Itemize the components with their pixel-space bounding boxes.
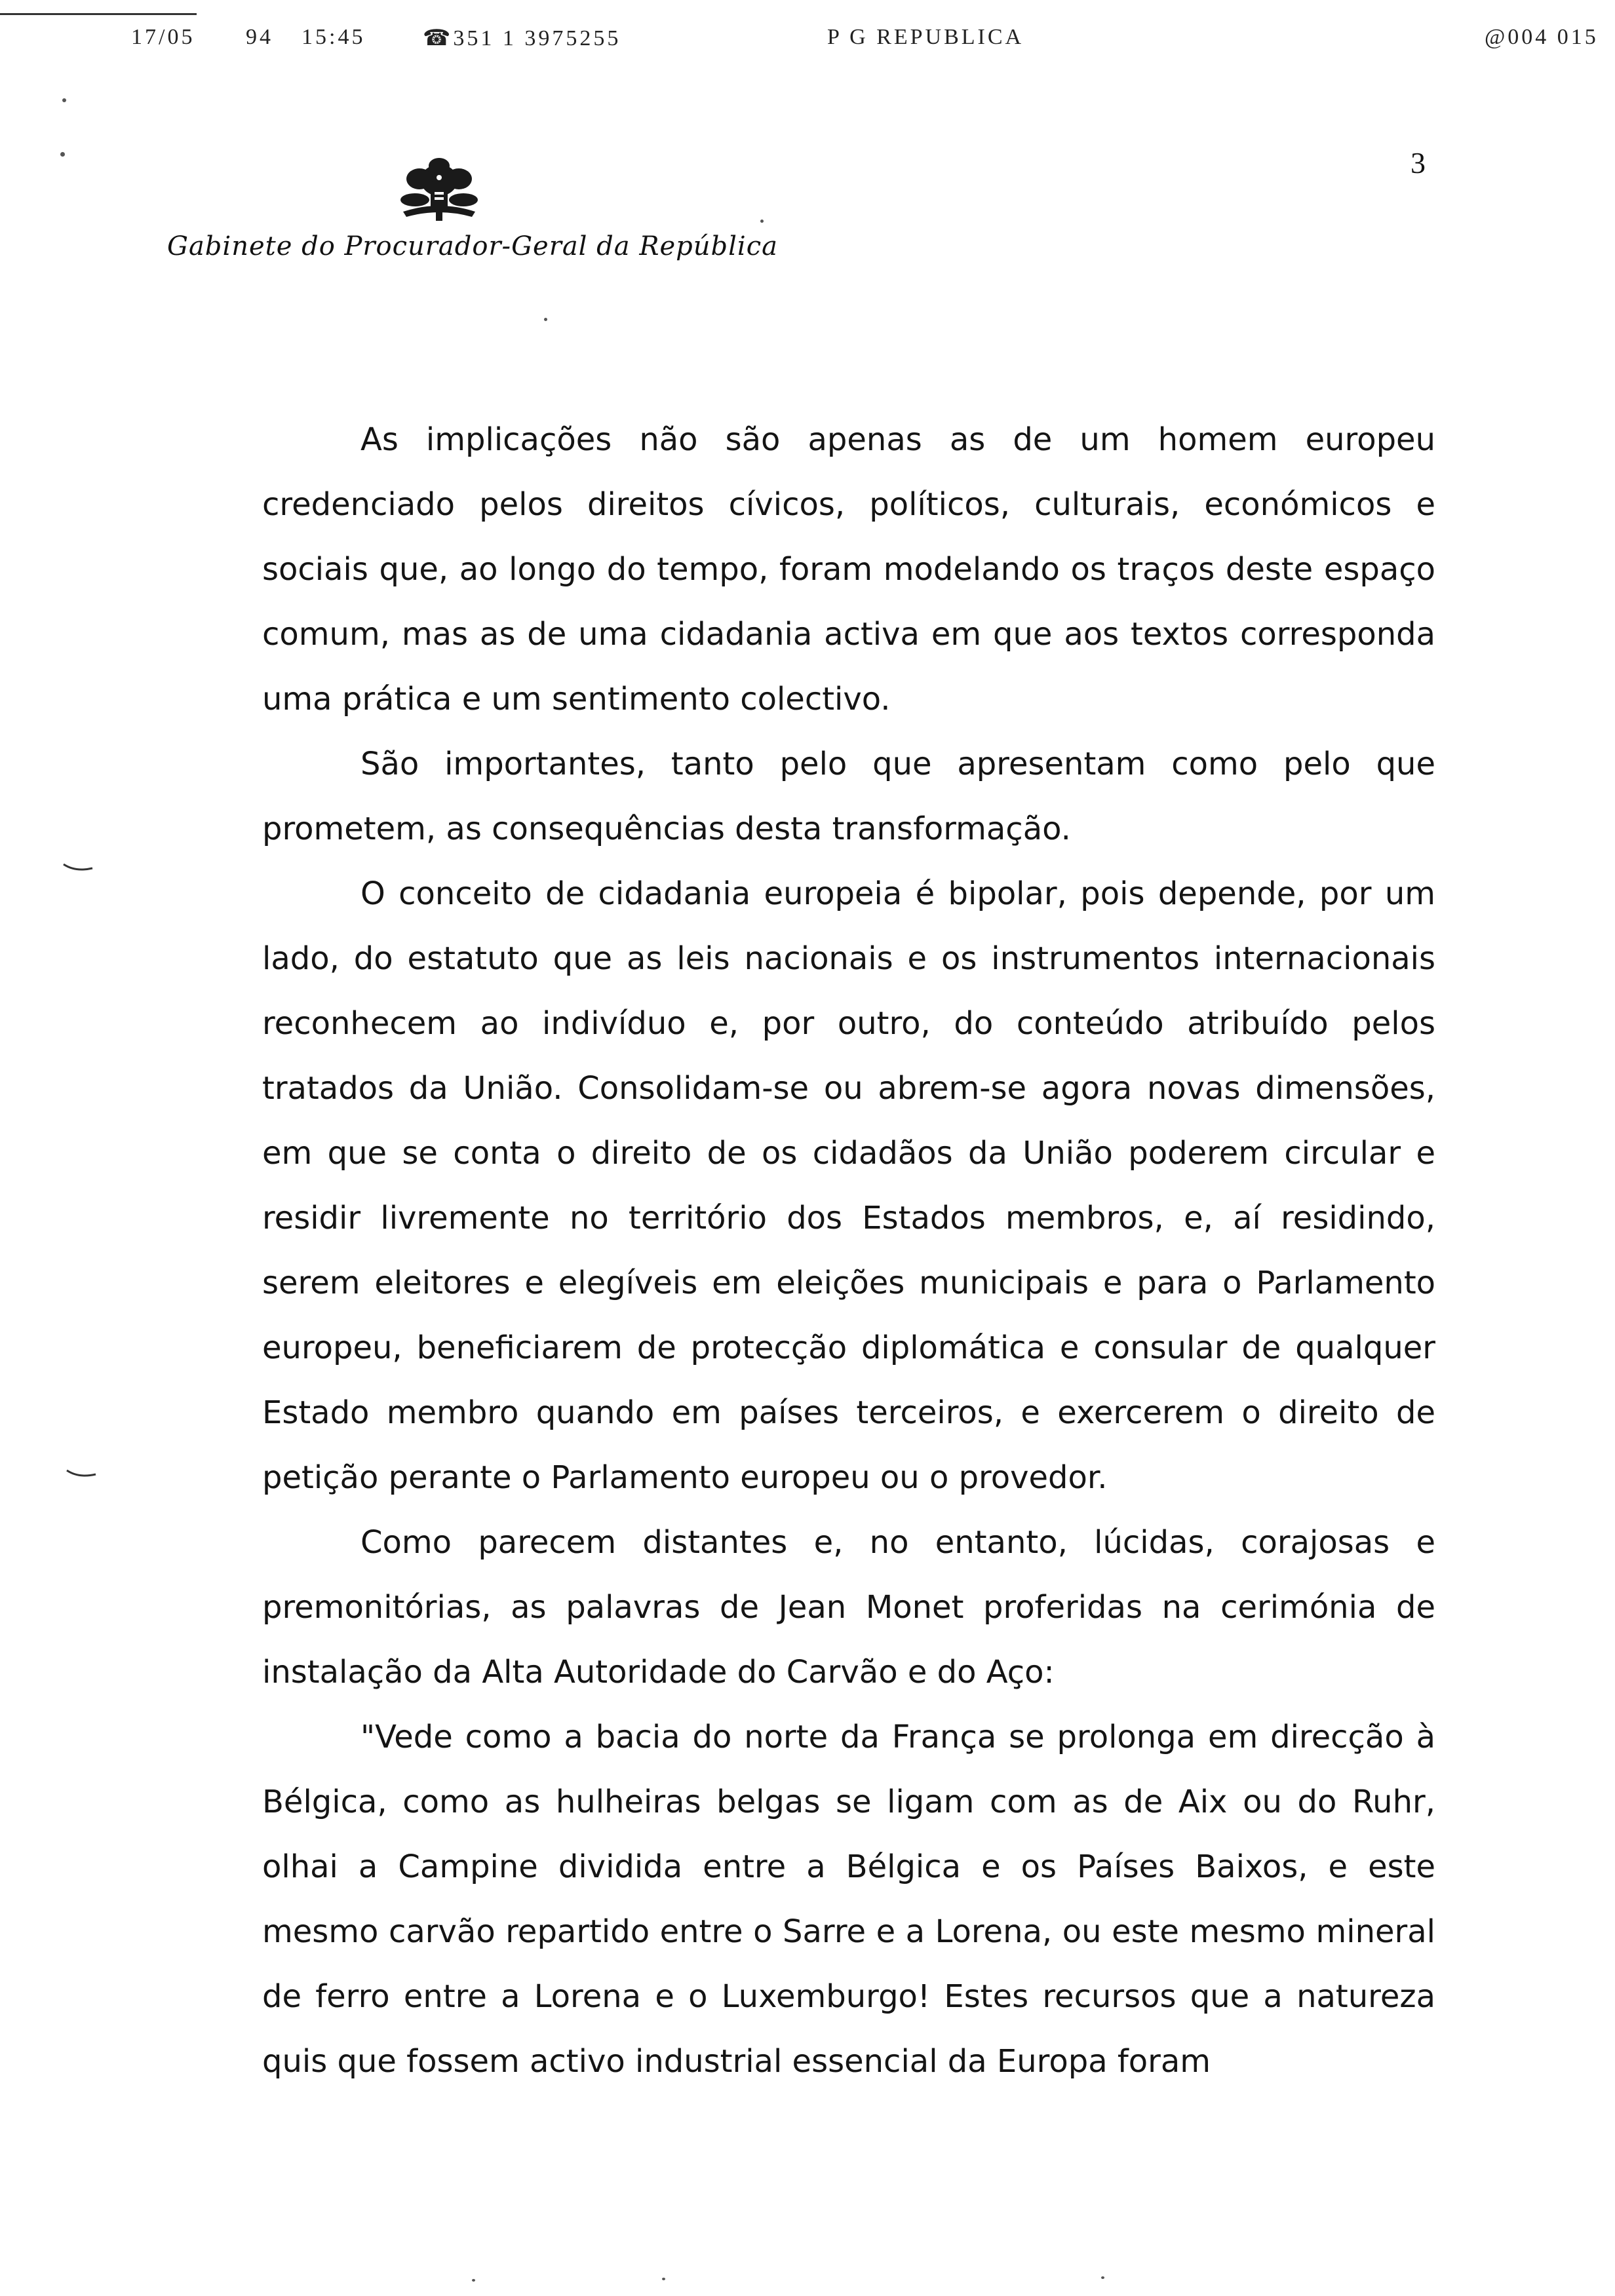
scan-speck	[544, 318, 547, 321]
scan-speck	[662, 2278, 665, 2280]
paragraph: As implicações não são apenas as de um homem europeu credenciado pelos direitos cívicos, políticos, culturais, económicos e sociais que, ao longo do tempo, foram modelando os traços deste espaço comum, mas as de uma cidadania activa em que aos textos corresponda uma prática e um sentimento colectivo.	[262, 421, 1435, 718]
scan-speck	[1101, 2276, 1104, 2279]
fax-time: 15:45	[302, 25, 366, 49]
scan-speck	[760, 220, 764, 223]
fax-year: 94	[246, 25, 273, 49]
letterhead	[167, 154, 778, 298]
fax-phone-number: ☎351 1 3975255	[423, 26, 621, 50]
page-number: 3	[1411, 146, 1426, 180]
paragraph: São importantes, tanto pelo que apresentam como pelo que prometem, as consequências desta transformação.	[262, 746, 1435, 847]
scan-speck	[60, 152, 65, 157]
margin-scan-mark-icon	[66, 1468, 98, 1481]
fax-header-rule	[0, 13, 197, 15]
fax-date: 17/05	[131, 25, 195, 49]
fax-page-ref: @004 015	[1485, 25, 1599, 49]
margin-scan-mark-icon	[62, 862, 95, 875]
paragraph: O conceito de cidadania europeia é bipolar, pois depende, por um lado, do estatuto que as leis nacionais e os instrumentos internacionais reconhecem ao indivíduo e, por outro, do conteúdo atribuído pelos tratados da União. Consolidam-se ou abrem-se agora novas dimensões, em que se conta o direito de os cidadãos da União poderem circular e residir livremente no território dos Estados membros, e, aí residindo, serem eleitores e elegíveis em eleições municipais e para o Parlamento europeu, beneficiarem de protecção diplomática e consular de qualquer Estado membro quando em países terceiros, e exercerem o direito de petição perante o Parlamento europeu ou o provedor.	[262, 875, 1435, 1496]
coat-of-arms-emblem-icon	[390, 154, 488, 226]
scan-speck	[472, 2279, 475, 2282]
document-body	[262, 408, 1435, 2094]
fax-transmission-header	[0, 25, 1615, 64]
paragraph: Como parecem distantes e, no entanto, lúcidas, corajosas e premonitórias, as palavras de Jean Monet proferidas na cerimónia de instalação da Alta Autoridade do Carvão e do Aço:	[262, 1524, 1435, 1691]
office-name: Gabinete do Procurador-Geral da República	[167, 231, 778, 261]
scan-speck	[62, 98, 66, 102]
paragraph: "Vede como a bacia do norte da França se prolonga em direcção à Bélgica, como as hulheiras belgas se ligam com as de Aix ou do Ruhr, olhai a Campine dividida entre a Bélgica e os Países Baixos, e este mesmo carvão repartido entre o Sarre e a Lorena, ou este mesmo mineral de ferro entre a Lorena e o Luxemburgo! Estes recursos que a natureza quis que fossem activo industrial essencial da Europa foram	[262, 1719, 1435, 2080]
fax-sender: P G REPUBLICA	[827, 25, 1024, 49]
